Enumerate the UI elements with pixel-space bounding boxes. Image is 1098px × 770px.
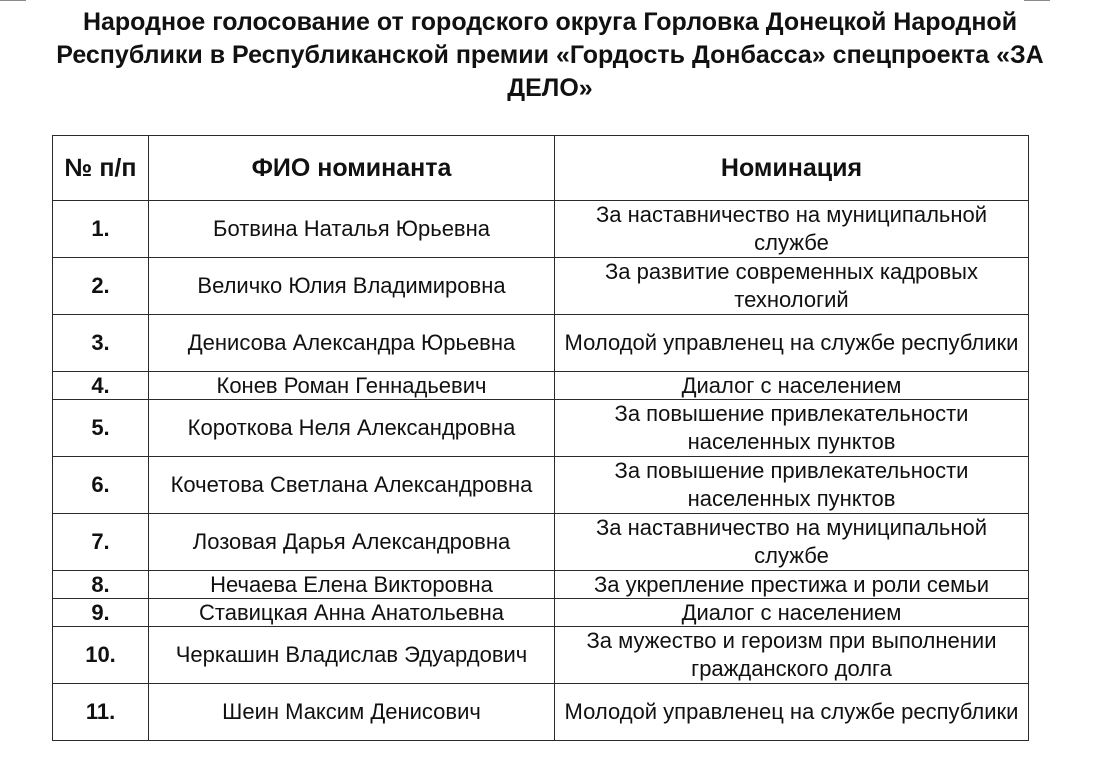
table-row [53, 457, 1029, 514]
row-number: 7. [53, 514, 149, 571]
table-header-row [53, 136, 1029, 201]
page-corner-mark-right [1024, 0, 1050, 1]
row-number: 9. [53, 599, 149, 627]
nominees-table-wrapper [52, 135, 1028, 741]
nomination: За наставничество на муниципальной службе [555, 201, 1029, 258]
table-row [53, 599, 1029, 627]
row-number: 6. [53, 457, 149, 514]
row-number: 2. [53, 258, 149, 315]
nomination: Молодой управленец на службе республики [555, 315, 1029, 372]
nomination: За повышение привлекательности населенных пунктов [555, 400, 1029, 457]
nomination: За развитие современных кадровых технологий [555, 258, 1029, 315]
row-number: 3. [53, 315, 149, 372]
nomination: За повышение привлекательности населенных пунктов [555, 457, 1029, 514]
nomination: Молодой управленец на службе республики [555, 684, 1029, 741]
nominee-name: Ставицкая Анна Анатольевна [149, 599, 555, 627]
nomination: Диалог с населением [555, 599, 1029, 627]
nomination: За наставничество на муниципальной службе [555, 514, 1029, 571]
nominees-table [52, 135, 1029, 741]
table-row [53, 627, 1029, 684]
table-row [53, 315, 1029, 372]
nominee-name: Ботвина Наталья Юрьевна [149, 201, 555, 258]
column-header-nomination: Номинация [555, 136, 1029, 201]
row-number: 11. [53, 684, 149, 741]
nominee-name: Кочетова Светлана Александровна [149, 457, 555, 514]
row-number: 4. [53, 372, 149, 400]
table-row [53, 514, 1029, 571]
table-row [53, 258, 1029, 315]
document-title: Народное голосование от городского округа Горловка Донецкой Народной Республики в Республиканской премии «Гордость Донбасса» спецпроекта «ЗА ДЕЛО» [56, 8, 1044, 102]
table-row [53, 571, 1029, 599]
nomination: За мужество и героизм при выполнении гражданского долга [555, 627, 1029, 684]
row-number: 5. [53, 400, 149, 457]
nomination: Диалог с населением [555, 372, 1029, 400]
nominee-name: Конев Роман Геннадьевич [149, 372, 555, 400]
nominee-name: Черкашин Владислав Эдуардович [149, 627, 555, 684]
table-row [53, 400, 1029, 457]
row-number: 10. [53, 627, 149, 684]
column-header-number: № п/п [53, 136, 149, 201]
nominee-name: Величко Юлия Владимировна [149, 258, 555, 315]
table-row [53, 684, 1029, 741]
nominee-name: Шеин Максим Денисович [149, 684, 555, 741]
row-number: 8. [53, 571, 149, 599]
column-header-name: ФИО номинанта [149, 136, 555, 201]
table-row [53, 201, 1029, 258]
page-corner-mark-left [0, 0, 26, 1]
nominee-name: Лозовая Дарья Александровна [149, 514, 555, 571]
nominee-name: Нечаева Елена Викторовна [149, 571, 555, 599]
nominee-name: Короткова Неля Александровна [149, 400, 555, 457]
row-number: 1. [53, 201, 149, 258]
table-row [53, 372, 1029, 400]
nominee-name: Денисова Александра Юрьевна [149, 315, 555, 372]
nomination: За укрепление престижа и роли семьи [555, 571, 1029, 599]
